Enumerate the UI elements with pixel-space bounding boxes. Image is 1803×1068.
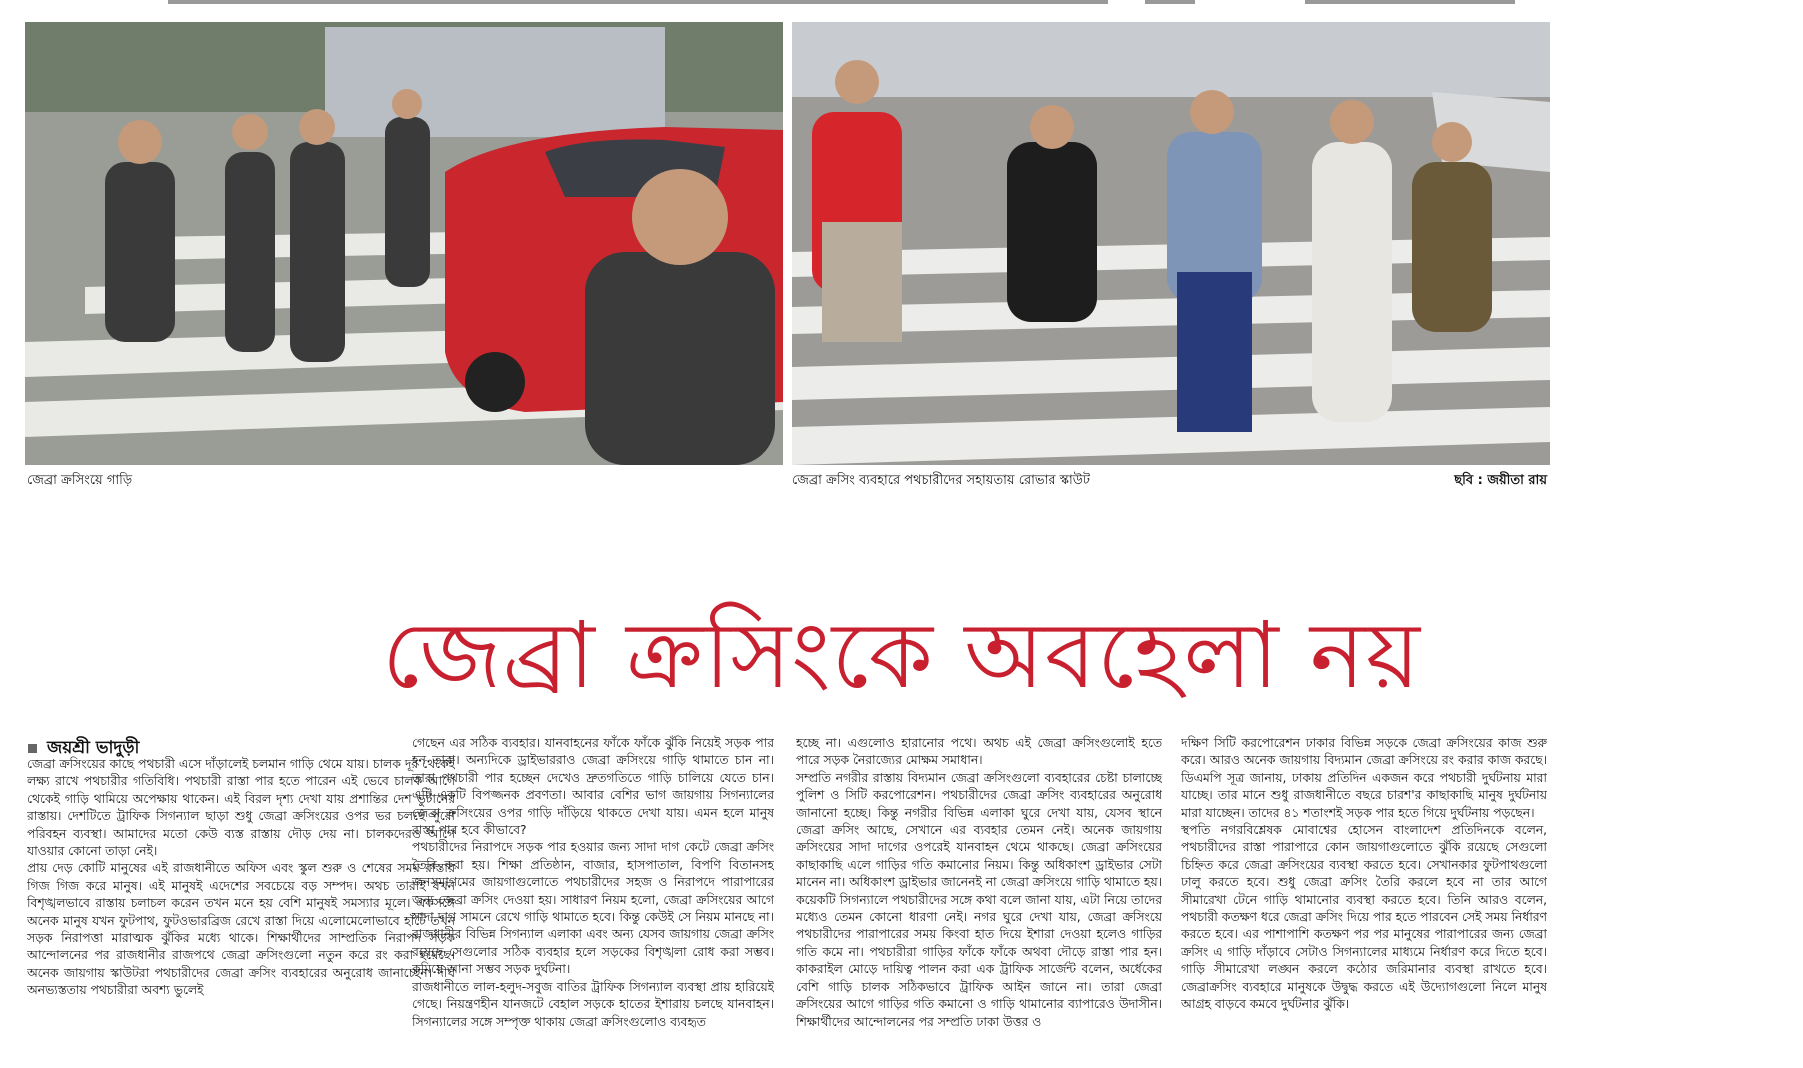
paragraph: দক্ষিণ সিটি করপোরেশন ঢাকার বিভিন্ন সড়কে জেব্রা ক্রসিংয়ের কাজ শুরু করে। আরও অনেক জায়গায় বিদ্যমান জেব্রা ক্রসিংয়ে রং করার কাজ করছে। ডিএমপি সূত্র জানায়, ঢাকায় প্রতিদিন একজন করে পথচারী দুর্ঘটনায় মারা যাচ্ছে। তার মানে শুধু রাজধানীতে বছরে চারশ'র কাছাকাছি মানুষ দুর্ঘটনায় মারা যাচ্ছেন। তাদের ৪১ শতাংশই সড়ক পার হতে গিয়ে দুর্ঘটনায় পড়ছেন। [1181,736,1547,820]
paragraph: জেব্রা ক্রসিংয়ের কাছে পথচারী এসে দাঁড়ালেই চলমান গাড়ি থেমে যায়। চালক দূর থেকেই লক্ষ্য রাখে পথচারীর গতিবিধি। পথচারী রাস্তা পার হতে পারেন এই ভেবে চালক আগে থেকেই গাড়ি থামিয়ে অপেক্ষায় থাকেন। এই বিরল দৃশ্য দেখা যায় প্রশান্তির দেশ ভুটানের রাস্তায়। দেশটিতে ট্রাফিক সিগন্যাল ছাড়া শুধু জেব্রা ক্রসিংয়ের ওপর ভর চলছে পুরো পরিবহন ব্যবস্থা। আমাদের মতো কেউ ব্যস্ত রাস্তায় দৌড় দেয় না। চালকদেরও আগে যাওয়ার কোনো তাড়া নেই। [27,757,455,859]
article-column-4 [1181,735,1547,1061]
top-page-strip [0,0,1803,4]
byline-square-icon [28,744,37,753]
headline: জেব্রা ক্রসিংকে অবহেলা নয় [382,602,1421,709]
photo-caption-right: জেব্রা ক্রসিং ব্যবহারে পথচারীদের সহায়তায় রোভার স্কাউট [792,473,1090,488]
paragraph: সম্প্রতি নগরীর রাস্তায় বিদ্যমান জেব্রা ক্রসিংগুলো ব্যবহারের চেষ্টা চালাচ্ছে পুলিশ ও সিটি করপোরেশন। পথচারীদের জেব্রা ক্রসিং ব্যবহারের অনুরোধ জানানো হচ্ছে। কিন্তু নগরীর বিভিন্ন এলাকা ঘুরে দেখা যায়, যেসব স্থানে জেব্রা ক্রসিং আছে, সেখানে এর ব্যবহার তেমন নেই। অনেক জায়গায় ক্রসিংয়ের সাদা দাগের ওপরেই যানবাহন থেমে থাকছে। জেব্রা ক্রসিংয়ের কাছাকাছি এলে গাড়ির গতি কমানোর নিয়ম। কিন্তু অধিকাংশ ড্রাইভার সেটা মানেন না। অধিকাংশ ড্রাইভার জানেনই না জেব্রা ক্রসিংয়ে গাড়ি থামাতে হয়। কয়েকটি সিগন্যালে পথচারীদের সঙ্গে কথা বলে জানা যায়, এটা নিয়ে তাদের মধ্যেও তেমন কোনো ধারণা নেই। নগর ঘুরে দেখা যায়, জেব্রা ক্রসিংয়ে পথচারীদের পারাপারের সময় কিংবা হাত দিয়ে ইশারা দেওয়া হলেও গাড়ির গতি কমে না। পথচারীরা গাড়ির ফাঁকে ফাঁকে অথবা দৌড়ে রাস্তা পার হন। কাকরাইল মোড়ে দায়িত্ব পালন করা এক ট্রাফিক সার্জেন্ট বলেন, অর্ধেকের বেশি গাড়ি চালক সঠিকভাবে ট্রাফিক আইন জানে না। তারা জেব্রা ক্রসিংয়ের আগে গাড়ির গতি কমানো ও গাড়ি থামানোর ব্যাপারেও উদাসীন। শিক্ষার্থীদের আন্দোলনের পর সম্প্রতি ঢাকা উত্তর ও [796,770,1162,1029]
author-name: জয়শ্রী ভাদুড়ী [47,738,140,758]
article-column-3 [796,735,1162,1061]
photo-caption-left: জেব্রা ক্রসিংয়ে গাড়ি [27,473,133,488]
photo-rover-scout-helping [792,22,1550,465]
paragraph: গেছেন এর সঠিক ব্যবহার। যানবাহনের ফাঁকে ফাঁকে ঝুঁকি নিয়েই সড়ক পার হন তারা। অন্যদিকে ড্রাইভাররাও জেব্রা ক্রসিংয়ে গাড়ি থামাতে চান না। তারা পথচারী পার হচ্ছেন দেখেও দ্রুতগতিতে গাড়ি চালিয়ে যেতে চান। এটি একটি বিপজ্জনক প্রবণতা। আবার বেশির ভাগ জায়গায় সিগন্যালের জেব্রা ক্রসিংয়ের ওপর গাড়ি দাঁড়িয়ে থাকতে দেখা যায়। এমন হলে মানুষ রাস্তা পার হবে কীভাবে? [412,736,774,838]
photo-credit: ছবি : জয়ীতা রায় [1454,473,1547,488]
paragraph: স্থপতি নগরবিশ্লেষক মোবাশ্বের হোসেন বাংলাদেশ প্রতিদিনকে বলেন, পথচারীদের রাস্তা পারাপারে কোন জায়গাগুলোতে ঝুঁকি রয়েছে সেগুলো চিহ্নিত করে জেব্রা ক্রসিংয়ের ব্যবস্থা করতে হবে। সেখানকার ফুটপাথগুলো ঢালু করতে হবে। শুধু জেব্রা ক্রসিং তৈরি করলে হবে না তার আগে সীমারেখা টেনে গাড়ি থামানোর ব্যবস্থা করতে হবে। তিনি আরও বলেন, পথচারী কতক্ষণ ধরে জেব্রা ক্রসিং দিয়ে পার হতে পারবেন সেই সময় নির্ধারণ করতে হবে। এর পাশাপাশি কতক্ষণ পর পর মানুষের পারাপারের জন্য জেব্রা ক্রসিং এ গাড়ি দাঁড়াবে সেটাও সিগন্যালের মাধ্যমে নির্ধারণ করে দিতে হবে। গাড়ি সীমারেখা লঙ্ঘন করলে কঠোর জরিমানার ব্যবস্থা রাখতে হবে। জেব্রাক্রসিং ব্যবহারে মানুষকে উদ্বুদ্ধ করতে এই উদ্যোগগুলো নিলে মানুষ আগ্রহ বাড়বে কমবে দুর্ঘটনার ঝুঁকি। [1181,823,1547,1012]
paragraph: রাজধানীতে লাল-হলুদ-সবুজ বাতির ট্রাফিক সিগন্যাল ব্যবস্থা প্রায় হারিয়েই গেছে। নিয়ন্ত্রণহীন যানজটে বেহাল সড়কে হাতের ইশারায় চলছে যানবাহন। সিগন্যালের সঙ্গে সম্পৃক্ত থাকায় জেব্রা ক্রসিংগুলোও ব্যবহৃত [412,979,774,1029]
paragraph: পথচারীদের নিরাপদে সড়ক পার হওয়ার জন্য সাদা দাগ কেটে জেব্রা ক্রসিং তৈরি করা হয়। শিক্ষা প্রতিষ্ঠান, বাজার, হাসপাতাল, বিপণি বিতানসহ জনসমাগমের জায়গাগুলোতে পথচারীদের সহজ ও নিরাপদে পারাপারের জন্য জেব্রা ক্রসিং দেওয়া হয়। সাধারণ নিয়ম হলো, জেব্রা ক্রসিংয়ের আগে সাদা দাগ সামনে রেখে গাড়ি থামাতে হবে। কিন্তু কেউই সে নিয়ম মানছে না। রাজধানীর বিভিন্ন সিগন্যাল এলাকা এবং অন্য যেসব জায়গায় জেব্রা ক্রসিং রয়েছে সেগুলোর সঠিক ব্যবহার হলে সড়কের বিশৃঙ্খলা রোধ করা সম্ভব। কমিয়ে আনা সম্ভব সড়ক দুর্ঘটনা। [412,840,774,977]
paragraph: হচ্ছে না। এগুলোও হারানোর পথে। অথচ এই জেব্রা ক্রসিংগুলোই হতে পারে সড়ক নৈরাজ্যের মোক্ষম সমাধান। [796,736,1162,768]
article-column-2 [412,735,774,1061]
photo-zebra-crossing-cars [25,22,783,465]
article-column-1 [27,756,455,1061]
paragraph: প্রায় দেড় কোটি মানুষের এই রাজধানীতে অফিস এবং স্কুল শুরু ও শেষের সময় রাস্তায় গিজ গিজ করে মানুষ। এই মানুষই এদেশের সবচেয়ে বড় সম্পদ। অথচ তারাই যখন বিশৃঙ্খলভাবে রাস্তায় চলাচল করেন তখন মনে হয় বেশি মানুষই সমস্যার মূলে। একসঙ্গে অনেক মানুষ যখন ফুটপাথ, ফুটওভারব্রিজ রেখে রাস্তা দিয়ে এলোমেলোভাবে হাঁটে তখন সড়ক নিরাপত্তা মারাত্মক ঝুঁকির মধ্যে থাকে। শিক্ষার্থীদের সাম্প্রতিক নিরাপদ সড়ক আন্দোলনের পর রাজধানীর রাজপথে জেব্রা ক্রসিংগুলো নতুন করে রং করা হয়েছে। অনেক জায়গায় স্কাউটরা পথচারীদের জেব্রা ক্রসিং ব্যবহারের অনুরোধ জানাচ্ছেন। দীর্ঘ অনভ্যস্ততায় পথচারীরা অবশ্য ভুলেই [27,861,455,998]
